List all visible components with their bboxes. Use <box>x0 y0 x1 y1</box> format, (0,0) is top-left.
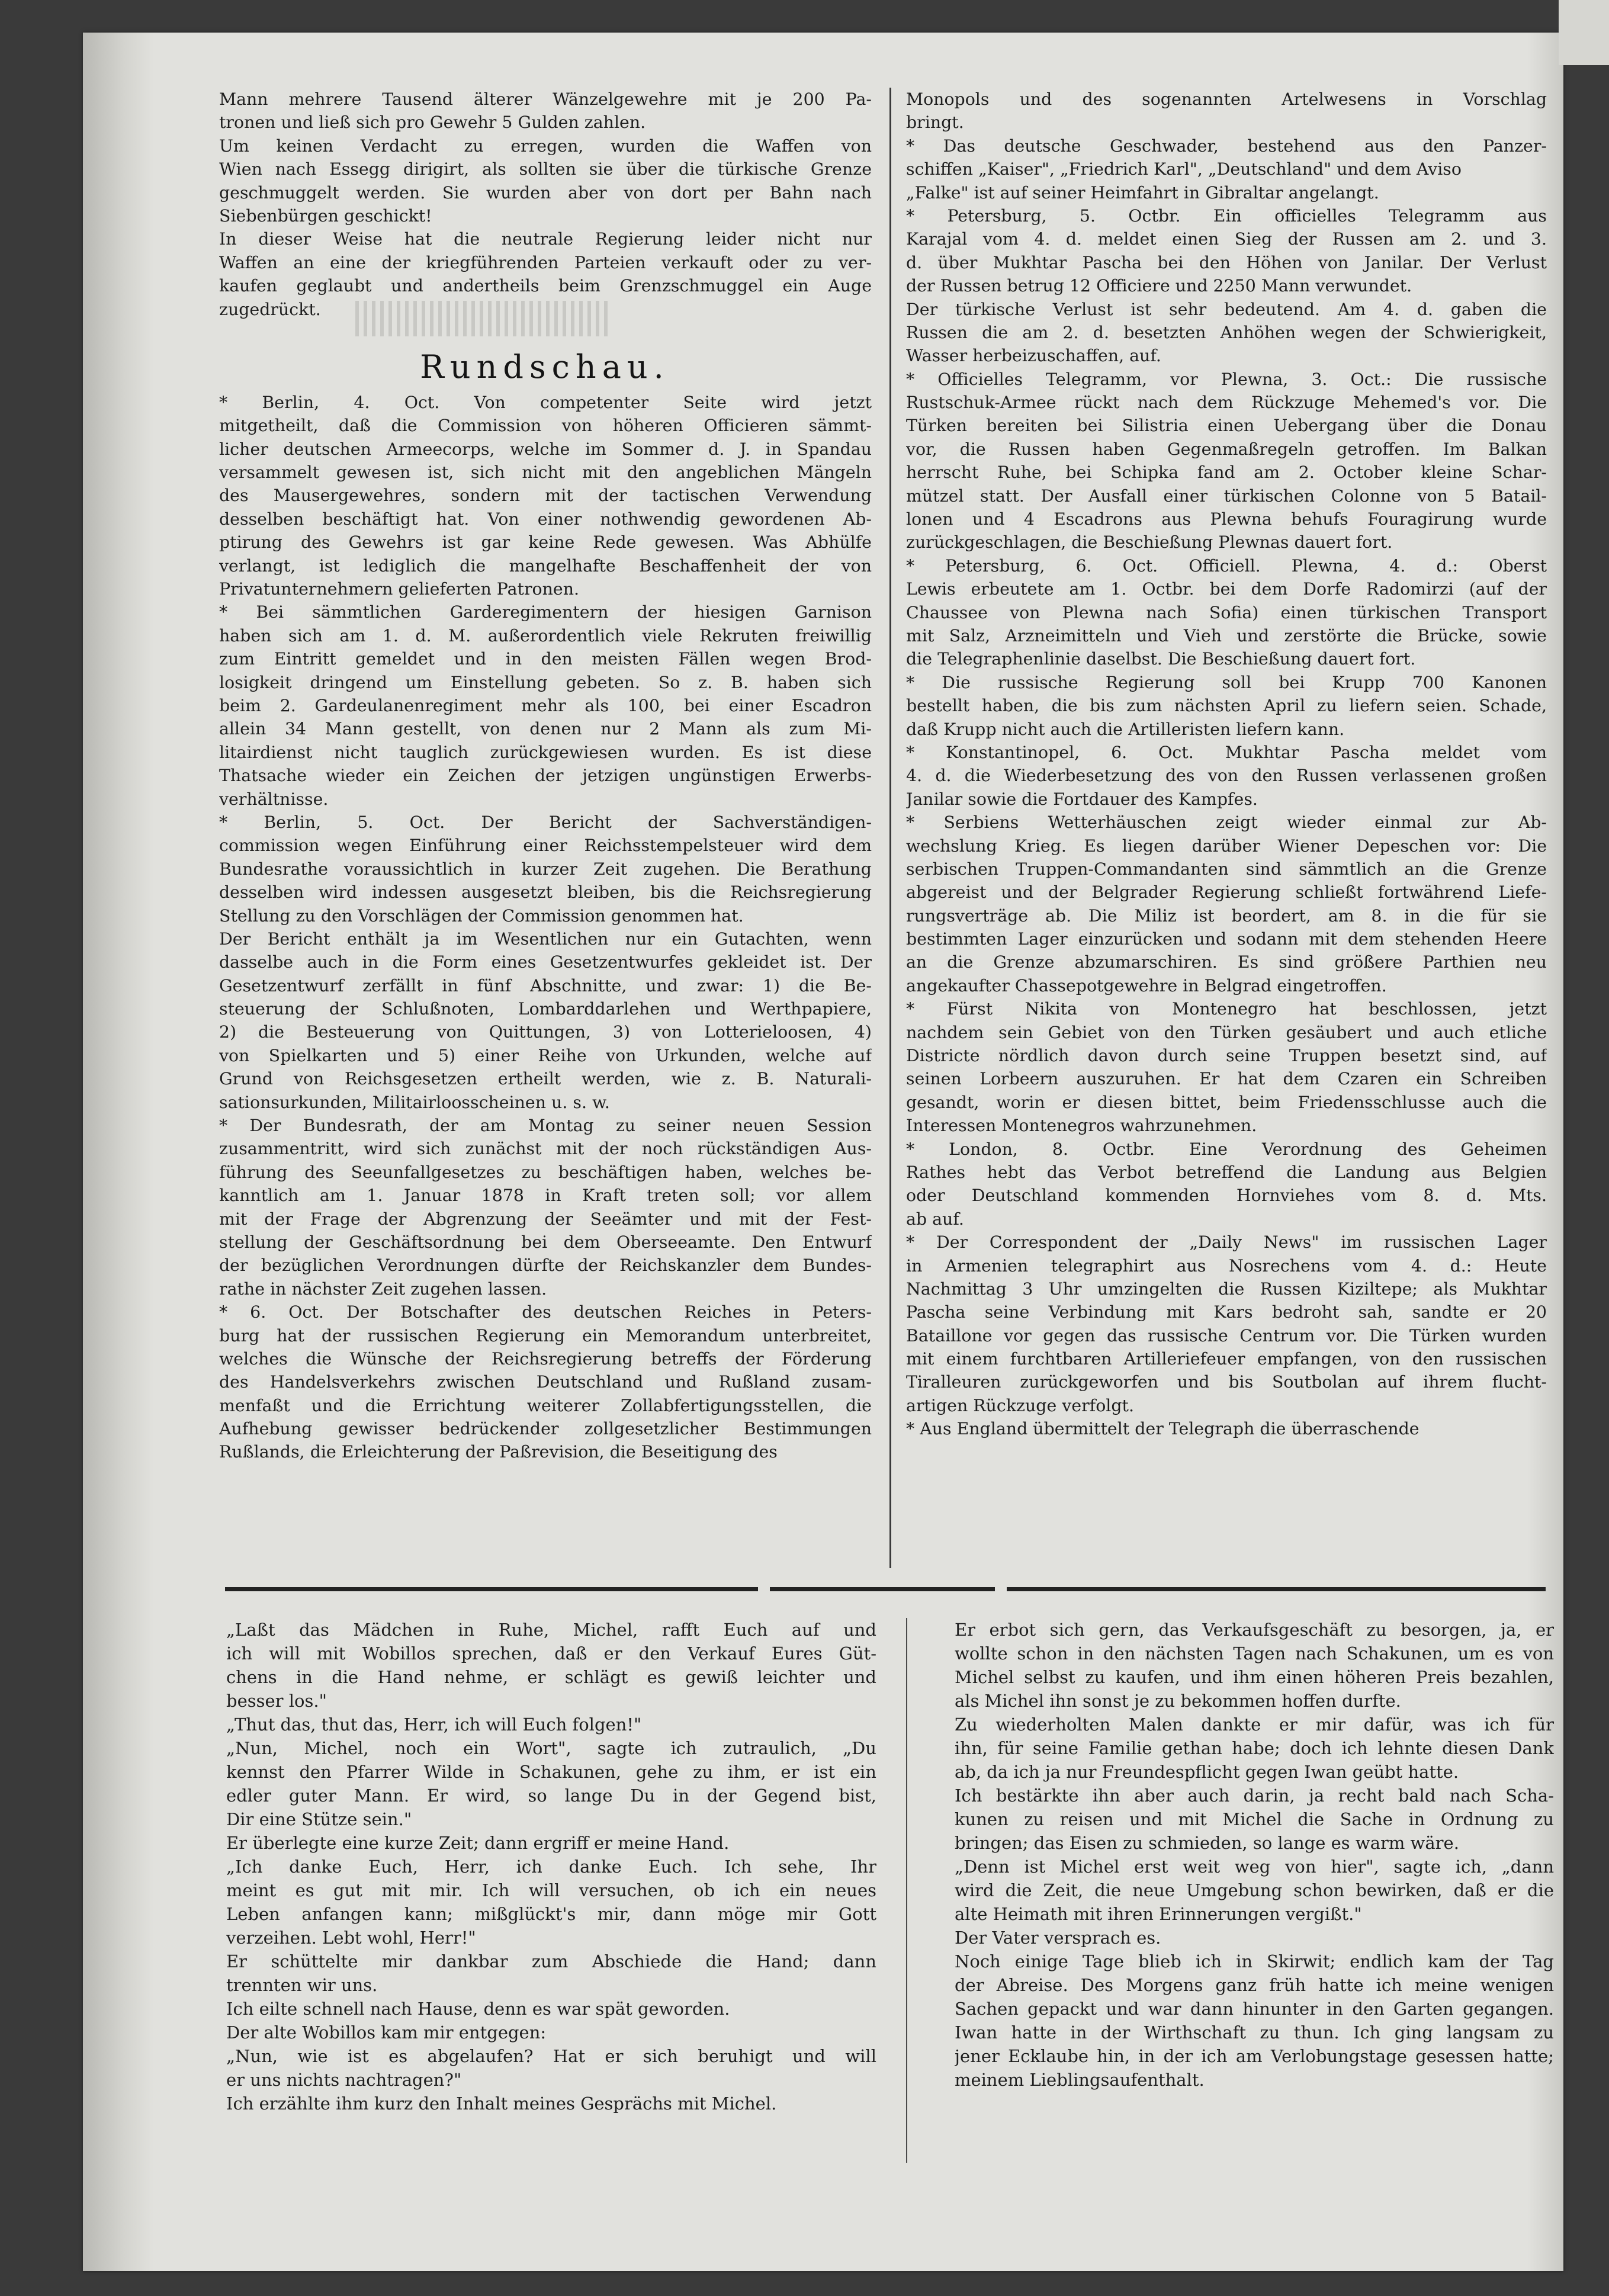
text-line: losigkeit dringend um Einstellung gebeten. So z. B. haben sich <box>219 672 872 692</box>
rundschau-articles <box>219 391 872 1464</box>
text-line: Iwan hatte in der Wirthschaft zu thun. Ich ging langsam zu <box>955 2022 1554 2043</box>
text-line: verzeihen. Lebt wohl, Herr!" <box>226 1928 476 1948</box>
text-line: artigen Rückzuge verfolgt. <box>906 1395 1134 1415</box>
text-line: bringt. <box>906 113 964 133</box>
text-line: mit einem furchtbaren Artilleriefeuer empfangen, von den russischen <box>906 1349 1547 1369</box>
section-rule-right <box>1007 1587 1546 1591</box>
text-line: welches die Wünsche der Reichsregierung betreffs der Förderung <box>219 1348 872 1369</box>
text-line: als Michel ihn sonst je zu bekommen hoffen durfte. <box>955 1691 1401 1711</box>
text-line: ich will mit Wobillos sprechen, daß er den Verkauf Eures Güt- <box>226 1643 876 1664</box>
text-line: Er schüttelte mir dankbar zum Abschiede die Hand; dann <box>226 1951 876 1971</box>
text-line: „Ich danke Euch, Herr, ich danke Euch. Ich sehe, Ihr <box>226 1857 876 1877</box>
text-line: Wasser herbeizuschaffen, auf. <box>906 346 1161 366</box>
text-line: Um keinen Verdacht zu erregen, wurden die Waffen von <box>219 136 872 156</box>
text-line: abgereist und der Belgrader Regierung schließt fortwährend Liefe- <box>906 882 1547 903</box>
text-line: ab auf. <box>906 1209 964 1229</box>
text-line: desselben wird indessen ausgesetzt bleiben, bis die Reichsregierung <box>219 882 872 903</box>
text-line: bestellt haben, die bis zum nächsten April zu liefern seien. Schade, <box>906 696 1547 716</box>
text-line: Leben anfangen kann; mißglückt's mir, dann möge mir Gott <box>226 1904 876 1924</box>
text-line: Noch einige Tage blieb ich in Skirwit; endlich kam der Tag <box>955 1951 1554 1971</box>
text-line: verhältnisse. <box>219 789 329 809</box>
text-line: angekaufter Chassepotgewehre in Belgrad eingetroffen. <box>906 975 1387 996</box>
text-line: menfaßt und die Errichtung weiterer Zollabfertigungsstellen, die <box>219 1395 872 1415</box>
text-line: Ich eilte schnell nach Hause, denn es war spät geworden. <box>226 1999 730 2019</box>
text-line: wechslung Krieg. Es liegen darüber Wiener Depeschen vor: Die <box>906 836 1547 856</box>
text-line: litairdienst nicht tauglich zurückgewiesen wurden. Es ist diese <box>219 742 872 762</box>
text-line: tronen und ließ sich pro Gewehr 5 Gulden zahlen. <box>219 113 646 133</box>
text-line: Der Bericht enthält ja im Wesentlichen nur ein Gutachten, wenn <box>219 929 872 949</box>
text-line: besser los." <box>226 1691 327 1711</box>
text-line: Gesetzentwurf zerfällt in fünf Abschnitte, und zwar: 1) die Be- <box>219 975 872 996</box>
text-line: seinen Lorbeern auszuruhen. Er hat dem Czaren ein Schreiben <box>906 1069 1547 1089</box>
text-line: Thatsache wieder ein Zeichen der jetzigen ungünstigen Erwerbs- <box>219 766 872 786</box>
text-line: * Bei sämmtlichen Garderegimentern der hiesigen Garnison <box>219 602 872 622</box>
text-line: oder Deutschland kommenden Hornviehes vom 8. d. Mts. <box>906 1186 1547 1206</box>
text-line: alte Heimath mit ihren Erinnerungen vergißt." <box>955 1904 1362 1924</box>
section-heading: Rundschau. <box>420 348 670 386</box>
text-line: * Das deutsche Geschwader, bestehend aus den Panzer- <box>906 136 1547 156</box>
text-line: Stellung zu den Vorschlägen der Commission genommen hat. <box>219 905 744 926</box>
top-right-column <box>906 88 1547 1441</box>
text-line: mit der Frage der Abgrenzung der Seeämter und mit der Fest- <box>219 1209 872 1229</box>
text-line: von Spielkarten und 5) einer Reihe von Urkunden, welche auf <box>219 1045 872 1065</box>
text-line: Karajal vom 4. d. meldet einen Sieg der Russen am 2. und 3. <box>906 229 1547 249</box>
text-line: Zu wiederholten Malen dankte er mir dafür, was ich für <box>955 1714 1554 1735</box>
text-line: sationsurkunden, Militairloosscheinen u. s. w. <box>219 1092 610 1112</box>
text-line: edler guter Mann. Er wird, so lange Du in der Gegend bist, <box>226 1786 876 1806</box>
text-line: daß Krupp nicht auch die Artilleristen liefern kann. <box>906 719 1345 739</box>
text-line: 2) die Besteuerung von Quittungen, 3) von Lotterieloosen, 4) <box>219 1022 872 1042</box>
text-line: kanntlich am 1. Januar 1878 in Kraft treten soll; vor allem <box>219 1186 872 1206</box>
text-line: * Petersburg, 5. Octbr. Ein officielles Telegramm aus <box>906 205 1547 226</box>
text-line: versammelt gewesen ist, sich nicht mit den angeblichen Mängeln <box>219 463 872 483</box>
text-line: Mann mehrere Tausend älterer Wänzelgewehre mit je 200 Pa- <box>219 89 872 109</box>
text-line: herrscht Ruhe, bei Schipka fand am 2. October kleine Schar- <box>906 463 1547 483</box>
text-line: Rathes hebt das Verbot betreffend die Landung aus Belgien <box>906 1162 1547 1182</box>
text-line: haben sich am 1. d. M. außerordentlich viele Rekruten freiwillig <box>219 625 872 646</box>
bleed-through-text <box>355 301 610 336</box>
text-line: Tiralleuren zurückgeworfen und bis Soutbolan auf ihrem flucht- <box>906 1372 1547 1392</box>
text-line: * 6. Oct. Der Botschafter des deutschen Reiches in Peters- <box>219 1302 872 1322</box>
text-line: der bezüglichen Verordnungen dürfte der Reichskanzler dem Bundes- <box>219 1255 872 1276</box>
text-line: Waffen an eine der kriegführenden Parteien verkauft oder zu ver- <box>219 252 872 272</box>
text-line: führung des Seeunfallgesetzes zu beschäftigen haben, welches be- <box>219 1162 872 1182</box>
text-line: * Berlin, 4. Oct. Von competenter Seite wird jetzt <box>219 392 872 412</box>
text-line: meint es gut mit mir. Ich will versuchen, ob ich ein neues <box>226 1880 876 1900</box>
text-line: vor, die Russen haben Gegenmaßregeln getroffen. Im Balkan <box>906 439 1547 459</box>
text-line: Ich bestärkte ihn aber auch darin, ja recht bald nach Scha- <box>955 1786 1554 1806</box>
text-line: zurückgeschlagen, die Beschießung Plewnas dauert fort. <box>906 532 1393 553</box>
column-divider <box>889 88 891 1568</box>
text-line: „Falke" ist auf seiner Heimfahrt in Gibraltar angelangt. <box>906 182 1379 203</box>
text-line: Nachmittag 3 Uhr umzingelten die Russen Kiziltepe; als Mukhtar <box>906 1279 1547 1299</box>
section-rule-middle <box>770 1587 995 1591</box>
text-line: Wien nach Essegg dirigirt, als sollten sie über die türkische Grenze <box>219 159 872 179</box>
text-line: „Nun, Michel, noch ein Wort", sagte ich zutraulich, „Du <box>226 1738 876 1758</box>
text-line: * Der Correspondent der „Daily News" im russischen Lager <box>906 1232 1547 1253</box>
text-line: 4. d. die Wiederbesetzung des von den Russen verlassenen großen <box>906 766 1547 786</box>
text-line: zusammentritt, wird sich zunächst mit der noch rückständigen Aus- <box>219 1139 872 1159</box>
text-line: Michel selbst zu kaufen, und ihm einen höheren Preis bezahlen, <box>955 1667 1554 1687</box>
text-line: nachdem sein Gebiet von den Türken gesäubert und auch etliche <box>906 1022 1547 1042</box>
text-line: der Abreise. Des Morgens ganz früh hatte ich meine wenigen <box>955 1975 1554 1995</box>
text-line: Chaussee von Plewna nach Sofia) einen türkischen Transport <box>906 602 1547 622</box>
text-line: * Der Bundesrath, der am Montag zu seiner neuen Session <box>219 1116 872 1136</box>
text-line: Der Vater versprach es. <box>955 1928 1161 1948</box>
text-line: Russen die am 2. d. besetzten Anhöhen wegen der Schwierigkeit, <box>906 322 1547 342</box>
text-line: * Serbiens Wetterhäuschen zeigt wieder einmal zur Ab- <box>906 813 1547 833</box>
text-line: rathe in nächster Zeit zugehen lassen. <box>219 1279 547 1299</box>
text-line: Der alte Wobillos kam mir entgegen: <box>226 2022 547 2043</box>
text-line: „Nun, wie ist es abgelaufen? Hat er sich beruhigt und will <box>226 2046 876 2066</box>
text-line: * Petersburg, 6. Oct. Officiell. Plewna, 4. d.: Oberst <box>906 555 1547 576</box>
text-line: Türken bereiten bei Silistria einen Uebergang über die Donau <box>906 416 1547 436</box>
text-line: mitgetheilt, daß die Commission von höheren Officieren sämmt- <box>219 416 872 436</box>
feuilleton-right-column <box>955 1618 1554 2092</box>
text-line: Monopols und des sogenannten Artelwesens in Vorschlag <box>906 89 1547 109</box>
text-line: * Officielles Telegramm, vor Plewna, 3. Oct.: Die russische <box>906 369 1547 389</box>
text-line: beim 2. Gardeulanenregiment mehr als 100, bei einer Escadron <box>219 695 872 715</box>
text-line: allein 34 Mann gestellt, von denen nur 2 Mann als zum Mi- <box>219 719 872 739</box>
text-line: wollte schon in den nächsten Tagen nach Schakunen, um es von <box>955 1643 1554 1664</box>
text-line: in Armenien telegraphirt aus Nosrechens vom 4. d.: Heute <box>906 1255 1547 1276</box>
text-line: an die Grenze abzumarschiren. Es sind größere Parthien neu <box>906 952 1547 972</box>
text-line: bringen; das Eisen zu schmieden, so lange es warm wäre. <box>955 1833 1459 1853</box>
intro-paragraphs <box>219 88 872 321</box>
text-line: kennst den Pfarrer Wilde in Schakunen, gehe zu ihm, er ist ein <box>226 1762 876 1782</box>
section-rule-left <box>225 1587 758 1591</box>
text-line: Der türkische Verlust ist sehr bedeutend. Am 4. d. gaben die <box>906 299 1547 319</box>
text-line: Dir eine Stütze sein." <box>226 1809 412 1829</box>
scan-edge-tab <box>1559 0 1609 65</box>
text-line: meinem Lieblingsaufenthalt. <box>955 2070 1205 2090</box>
text-line: burg hat der russischen Regierung ein Memorandum unterbreitet, <box>219 1325 872 1346</box>
text-line: jener Ecklaube hin, in der ich am Verlobungstage gesessen hatte; <box>955 2046 1554 2066</box>
text-line: Lewis erbeutete am 1. Octbr. bei dem Dorfe Radomirzi (auf der <box>906 579 1547 599</box>
feuilleton-left-column <box>226 1618 876 2115</box>
text-line: des Handelsverkehrs zwischen Deutschland und Rußland zusam- <box>219 1372 872 1392</box>
text-line: steuerung der Schlußnoten, Lombarddarlehen und Werthpapiere, <box>219 999 872 1019</box>
text-line: verlangt, ist lediglich die mangelhafte Beschaffenheit der von <box>219 555 872 576</box>
text-line: Sachen gepackt und war dann hinunter in den Garten gegangen. <box>955 1999 1554 2019</box>
text-line: Districte nördlich davon durch seine Truppen besetzt sind, auf <box>906 1046 1547 1066</box>
text-line: * Fürst Nikita von Montenegro hat beschlossen, jetzt <box>906 999 1547 1019</box>
text-line: * Konstantinopel, 6. Oct. Mukhtar Pascha meldet vom <box>906 742 1547 762</box>
text-line: Ich erzählte ihm kurz den Inhalt meines Gesprächs mit Michel. <box>226 2093 777 2114</box>
text-line: desselben beschäftigt hat. Von einer nothwendig gewordenen Ab- <box>219 509 872 529</box>
text-line: er uns nichts nachtragen?" <box>226 2070 462 2090</box>
text-line: Er erbot sich gern, das Verkaufsgeschäft zu besorgen, ja, er <box>955 1620 1554 1640</box>
text-line: Bataillone vor gegen das russische Centrum vor. Die Türken wurden <box>906 1325 1547 1346</box>
text-line: Er überlegte eine kurze Zeit; dann ergriff er meine Hand. <box>226 1833 730 1853</box>
text-line: zum Eintritt gemeldet und in den meisten Fällen wegen Brod- <box>219 649 872 669</box>
text-line: In dieser Weise hat die neutrale Regierung leider nicht nur <box>219 229 872 249</box>
text-line: mit Salz, Arzneimitteln und Vieh und zerstörte die Brücke, sowie <box>906 625 1547 646</box>
binding-shadow <box>83 33 154 2271</box>
text-line: „Laßt das Mädchen in Ruhe, Michel, rafft Euch auf und <box>226 1620 876 1640</box>
text-line: Privatunternehmern gelieferten Patronen. <box>219 579 580 599</box>
text-line: * Berlin, 5. Oct. Der Bericht der Sachverständigen- <box>219 812 872 832</box>
text-line: „Thut das, thut das, Herr, ich will Euch folgen!" <box>226 1714 642 1735</box>
text-line: kunen zu reisen und mit Michel die Sache in Ordnung zu <box>955 1809 1554 1829</box>
text-line: Interessen Montenegros wahrzunehmen. <box>906 1116 1257 1136</box>
text-line: * Die russische Regierung soll bei Krupp 700 Kanonen <box>906 672 1547 692</box>
text-line: geschmuggelt werden. Sie wurden aber von dort per Bahn nach <box>219 182 872 203</box>
top-left-column <box>219 88 872 1464</box>
text-line: dasselbe auch in die Form eines Gesetzentwurfes gekleidet ist. Der <box>219 952 872 972</box>
text-line: Aufhebung gewisser bedrückender zollgesetzlicher Bestimmungen <box>219 1419 872 1439</box>
text-line: gesandt, worin er diesen bittet, beim Friedensschlusse auch die <box>906 1092 1547 1112</box>
text-line: schiffen „Kaiser", „Friedrich Karl", „Deutschland" und dem Aviso <box>906 159 1462 179</box>
text-line: Janilar sowie die Fortdauer des Kampfes. <box>906 789 1258 809</box>
text-line: * Aus England übermittelt der Telegraph die überraschende <box>906 1419 1419 1439</box>
text-line: trennten wir uns. <box>226 1975 378 1995</box>
text-line: kaufen geglaubt und andertheils beim Grenzschmuggel ein Auge <box>219 276 872 296</box>
text-line: Bundesrathe voraussichtlich in kurzer Zeit zugehen. Die Berathung <box>219 859 872 879</box>
text-line: Rußlands, die Erleichterung der Paßrevision, die Beseitigung des <box>219 1442 778 1462</box>
text-line: licher deutschen Armeecorps, welche im Sommer d. J. in Spandau <box>219 439 872 459</box>
text-line: * London, 8. Octbr. Eine Verordnung des Geheimen <box>906 1139 1547 1159</box>
text-line: zugedrückt. <box>219 299 321 319</box>
text-line: stellung der Geschäftsordnung bei dem Oberseeamte. Den Entwurf <box>219 1232 872 1252</box>
text-line: ab, da ich ja nur Freundespflicht gegen Iwan geübt hatte. <box>955 1762 1459 1782</box>
text-line: mützel statt. Der Ausfall einer türkischen Colonne von 5 Batail- <box>906 486 1547 506</box>
text-line: d. über Mukhtar Pascha bei den Höhen von Janilar. Der Verlust <box>906 252 1547 272</box>
text-line: Rustschuk-Armee rückt nach dem Rückzuge Mehemed's vor. Die <box>906 393 1547 413</box>
text-line: „Denn ist Michel erst weit weg von hier", sagte ich, „dann <box>955 1857 1554 1877</box>
text-line: lonen und 4 Escadrons aus Plewna behufs Fouragirung wurde <box>906 509 1547 529</box>
text-line: Pascha seine Verbindung mit Kars bedroht sah, sandte er 20 <box>906 1302 1547 1322</box>
text-line: rungsverträge ab. Die Miliz ist beordert, am 8. in die für sie <box>906 905 1547 926</box>
text-line: commission wegen Einführung einer Reichsstempelsteuer wird dem <box>219 836 872 856</box>
text-line: chens in die Hand nehme, er schlägt es gewiß leichter und <box>226 1667 876 1687</box>
text-line: ihn, für seine Familie gethan habe; doch ich lehnte diesen Dank <box>955 1738 1554 1758</box>
text-line: ptirung des Gewehrs ist gar keine Rede gewesen. Was Abhülfe <box>219 532 872 553</box>
text-line: wird die Zeit, die neue Umgebung schon bewirken, daß er die <box>955 1880 1554 1900</box>
text-line: Siebenbürgen geschickt! <box>219 205 432 226</box>
text-line: serbischen Truppen-Commandanten sind sämmtlich an die Grenze <box>906 859 1547 879</box>
feuilleton-divider <box>906 1618 907 2163</box>
text-line: Grund von Reichsgesetzen ertheilt werden, wie z. B. Naturali- <box>219 1069 872 1089</box>
text-line: der Russen betrug 12 Officiere und 2250 Mann verwundet. <box>906 276 1412 296</box>
text-line: des Mausergewehres, sondern mit der tactischen Verwendung <box>219 486 872 506</box>
text-line: die Telegraphenlinie daselbst. Die Beschießung dauert fort. <box>906 649 1416 669</box>
text-line: bestimmten Lager einzurücken und sodann mit dem stehenden Heere <box>906 929 1547 949</box>
